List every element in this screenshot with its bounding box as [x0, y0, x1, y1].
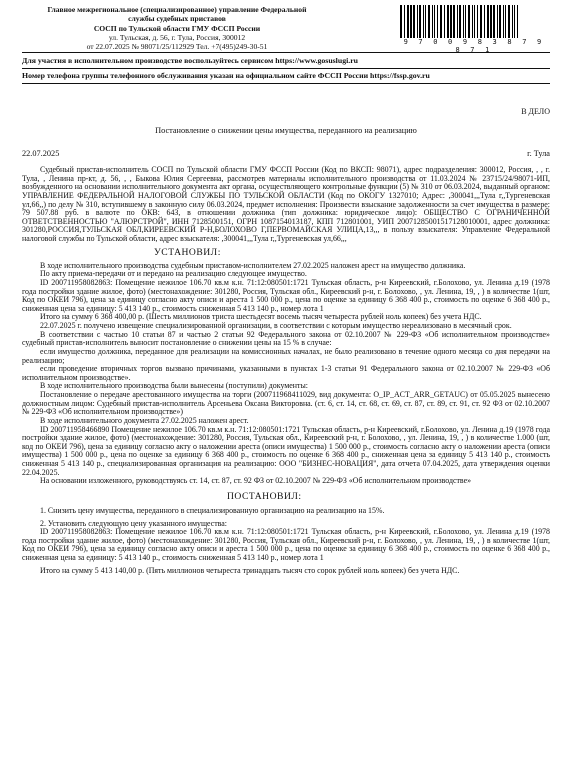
body-paragraph: Судебный пристав-исполнитель СОСП по Тульской области ГМУ ФССП России (Код по ВКСП: 98071), адрес подразделения: 300012, Россия, , , г. Тула, , Ленина пр-кт, д. 56, , , Быкова Юлия Сергеевна, рассмотрев материалы исполнительного производства от 11.03.2024 № 23715/24/98071-ИП, возбужденного на основании исполнительного документа акт органа, осуществляющего контрольные функции (5) № 310 от 06.03.2024, выданный органом: УПРАВЛЕНИЕ ФЕДЕРАЛЬНОЙ НАЛОГОВОЙ СЛУЖБЫ ПО ТУЛЬСКОЙ ОБЛАСТИ (Код по ОКОГУ 1327010; Адрес: ,300041,,,Тула г,,Тургеневская ул,66,,) по делу № 310, вступившему в законную силу 06.03.2024, предмет исполнения: Произвести взыскание задолженности за счет имущества в размере: 79 507.88 руб. в валюте по ОКВ: 643, в отношении должника (тип должника: юридическое лицо): ОБЩЕСТВО С ОГРАНИЧЕННОЙ ОТВЕТСТВЕННОСТЬЮ "АЛЮРСТРОЙ", ИНН 7128500151, ОГРН 1087154013187, КПП 712801001, УИП 20071285001517128010001, адрес должника: 301280,РОССИЯ,ТУЛЬСКАЯ ОБЛ,КИРЕЕВСКИЙ Р-Н,БОЛОХОВО Г,ПЕРВОМАЙСКАЯ УЛИЦА,13,,, в пользу взыскателя: Управление Федеральной налоговой службы по Тульской области, адрес взыскателя: ,300041,,,Тула г,,Тургеневская ул,66,,, [22, 165, 550, 243]
barcode-bar [425, 5, 426, 38]
body-paragraph: если проведение вторичных торгов вызвано причинами, указанными в пунктах 1-3 статьи 91 Федерального закона от 02.10.2007 № 229-ФЗ «Об исполнительном производстве». [22, 364, 550, 382]
document-city: г. Тула [527, 149, 550, 158]
body-paragraph: В ходе исполнительного производства были вынесены (поступили) документы: [40, 381, 308, 391]
body-paragraph: Итого на сумму 6 368 400,00 р. (Шесть миллионов триста шестьдесят восемь тысяч четыреста рублей ноль копеек) без учета НДС. [40, 312, 482, 322]
phone-notice: Номер телефона группы телефонного обслуживания указан на официальном сайте ФССП России https://fssp.gov.ru [22, 71, 430, 80]
org-line: службы судебных приставов [128, 14, 226, 24]
barcode-bar [413, 5, 415, 38]
barcode-bar [514, 5, 515, 38]
barcode-bar [453, 5, 455, 38]
barcode-bar [484, 5, 485, 38]
body-paragraph: Постановление о передаче арестованного имущества на торги (200711968411029, вид документа: O_IP_ACT_ARR_GETAUC) от 05.05.2025 вынесено должностным лицом: Судебный пристав-исполнитель Арсеньева Оксана Викторовна. (ст. 6, ст. 14, ст. 68, ст. 69, ст. 87, ст. 89, ст. 91, ст. 92 ФЗ от 02.10.2007 № 229-ФЗ «Об исполнительном производстве») [22, 390, 550, 417]
body-paragraph: Итого на сумму 5 413 140,00 р. (Пять миллионов четыреста тринадцать тысяч сто сорок рублей ноль копеек) без учета НДС. [40, 565, 460, 575]
barcode-bar [419, 5, 421, 38]
body-paragraph: На основании изложенного, руководствуясь ст. 14, ст. 87, ст. 92 ФЗ от 02.10.2007 № 229-ФЗ «Об исполнительном производстве» [40, 476, 472, 486]
barcode-bar [508, 5, 510, 38]
barcode-bar [497, 5, 498, 38]
barcode-bar [505, 5, 506, 38]
v-delo-mark: В ДЕЛО [521, 107, 550, 116]
barcode-bar [407, 5, 409, 38]
org-line: Главное межрегиональное (специализированное) управление Федеральной [47, 5, 307, 14]
barcode-bar [457, 5, 458, 38]
barcode-bar [512, 5, 513, 38]
barcode-bar [450, 5, 452, 38]
document-date: 22.07.2025 [22, 149, 60, 158]
barcode-bar [428, 5, 430, 38]
barcode-bar [487, 5, 489, 38]
barcode-bar [440, 5, 442, 38]
body-paragraph: 22.07.2025 г. получено извещение специализированной организации, в соответствии с которым имущество нереализовано в месячный срок. [40, 321, 512, 330]
barcode-bar [493, 5, 495, 38]
barcode-bar [472, 5, 473, 38]
body-paragraph: если имущество должника, переданное для реализации на комиссионных началах, не было реализовано в течение одного месяца со дня передачи на реализацию; [22, 346, 550, 365]
barcode-bar [468, 5, 470, 38]
barcode-bar [410, 5, 412, 38]
barcode-bar [432, 5, 433, 38]
gosuslugi-notice: Для участия в исполнительном производстве воспользуйтесь сервисом https://www.gosuslugi.ru [22, 56, 359, 65]
barcode-bar [503, 5, 504, 38]
section-heading-established: УСТАНОВИЛ: [154, 246, 221, 258]
barcode [398, 5, 550, 38]
body-paragraph: В ходе исполнительного документа 27.02.2025 наложен арест. [40, 415, 249, 425]
barcode-bar [434, 5, 435, 38]
barcode-bar [499, 5, 501, 38]
body-paragraph: По акту приема-передачи от и передано на реализацию следующее имущество. [40, 269, 307, 279]
body-paragraph: 2. Установить следующую цену указанного имущества: [40, 518, 227, 528]
body-paragraph: ID 200711958466890 Помещение нежилое 106.70 кв.м к.н. 71:12:080501:1721 Тульская область, р-н Киреевский, г.Болохово, ул. Ленина д.19 (1978 года постройки здание жилое, фото) (местонахождение: 301280, Россия, Тульская обл., Киреевский р-н, г. Болохово, , ул. Ленина, 19, , ) в количестве 1.000 (шт, код по ОКЕИ 796), цена за единицу согласно акту о наложении ареста (описи имущества) 1 500 000 р., стоимость согласно акту о наложении ареста (описи имущества) 1 500 000 р., цена по оценке за единицу 6 368 400 р., стоимость по оценке 6 368 400 р., сниженная цена за единицу 5 413 140 р., стоимость сниженная 5 413 140 р., специализированная организация на реализацию: ООО "БИЗНЕС-НОВАЦИЯ", дата отчета 07.04.2025, дата утверждения оценки 22.04.2025. [22, 424, 550, 477]
barcode-bar [447, 5, 449, 38]
divider [22, 52, 550, 53]
barcode-bar [465, 5, 466, 38]
divider [22, 68, 550, 69]
divider [22, 83, 550, 84]
body-paragraph: ID 200711958082863: Помещение нежилое 106.70 кв.м к.н. 71:12:080501:1721 Тульская область, р-н Киреевский, г.Болохово, ул. Ленина д.19 (1978 года постройки здание жилое, фото) (местонахождение: 301280, Россия, Тульская обл., Киреевский р-н, г. Болохово, , ул. Ленина, 19, , ) в количестве 1(шт, Код по ОКЕИ 796), цена за единицу согласно акту описи и ареста 1 500 000 р., цена по оценке за единицу 6 368 400 р., стоимость по оценке 6 368 400 р., сниженная цена за единицу: 5 413 140 р., стоимость сниженная 5 413 140 р., номер лота 1 [22, 277, 550, 313]
section-heading-resolved: ПОСТАНОВИЛ: [227, 490, 302, 502]
barcode-bar [480, 5, 482, 38]
barcode-number: 9 7 0 0 9 8 3 8 7 9 8 7 1 [403, 38, 545, 54]
barcode-bar [404, 5, 405, 38]
barcode-bar [490, 5, 492, 38]
body-paragraph: 1. Снизить цену имущества, переданного в специализированную организацию на реализацию на 15%. [40, 505, 385, 515]
barcode-bar [474, 5, 475, 38]
barcode-bar [417, 5, 418, 38]
body-paragraph: ID 200711958082863: Помещение нежилое 106.70 кв.м к.н. 71:12:080501:1721 Тульская область, р-н Киреевский, г.Болохово, ул. Ленина д.19 (1978 года постройки здание жилое, фото) (местонахождение: 301280, Россия, Тульская обл., Киреевский р-н, г. Болохово, , ул. Ленина, 19, , ) в количестве 1(шт, Код по ОКЕИ 796), цена за единицу согласно акту описи и ареста 1 500 000 р., цена по оценке за единицу 6 368 400 р., стоимость по оценке 6 368 400 р., сниженная цена за единицу: 5 413 140 р., стоимость сниженная 5 413 140 р., номер лота 1 [22, 527, 550, 562]
document-body [22, 166, 550, 575]
barcode-bar [459, 5, 461, 38]
barcode-bar [444, 5, 445, 38]
barcode-bar [517, 5, 518, 38]
org-contacts: от 22.07.2025 № 98071/25/112929 Тел. +7(495)249-30-51 [86, 42, 268, 52]
document-title: Постановление о снижении цены имущества, переданного на реализацию [155, 126, 417, 135]
org-address: ул. Тульская, д. 56, г. Тула, Россия, 300012 [108, 32, 246, 42]
issuing-authority-header [22, 5, 332, 51]
org-line: СОСП по Тульской области ГМУ ФССП России [93, 23, 261, 33]
barcode-bar [463, 5, 464, 38]
body-paragraph: В соответствии с частью 10 статьи 87 и частью 2 статьи 92 Федерального закона от 02.10.2007 № 229-ФЗ «Об исполнительном производстве» судебный пристав-исполнитель выносит постановление о снижении цены на 15 % в случае: [22, 329, 550, 348]
barcode-bar [400, 5, 402, 38]
body-paragraph: В ходе исполнительного производства судебным приставом-исполнителем 27.02.2025 наложен арест на имущество должника. [40, 260, 466, 270]
barcode-bar [423, 5, 424, 38]
barcode-bar [477, 5, 478, 38]
barcode-bar [437, 5, 438, 38]
